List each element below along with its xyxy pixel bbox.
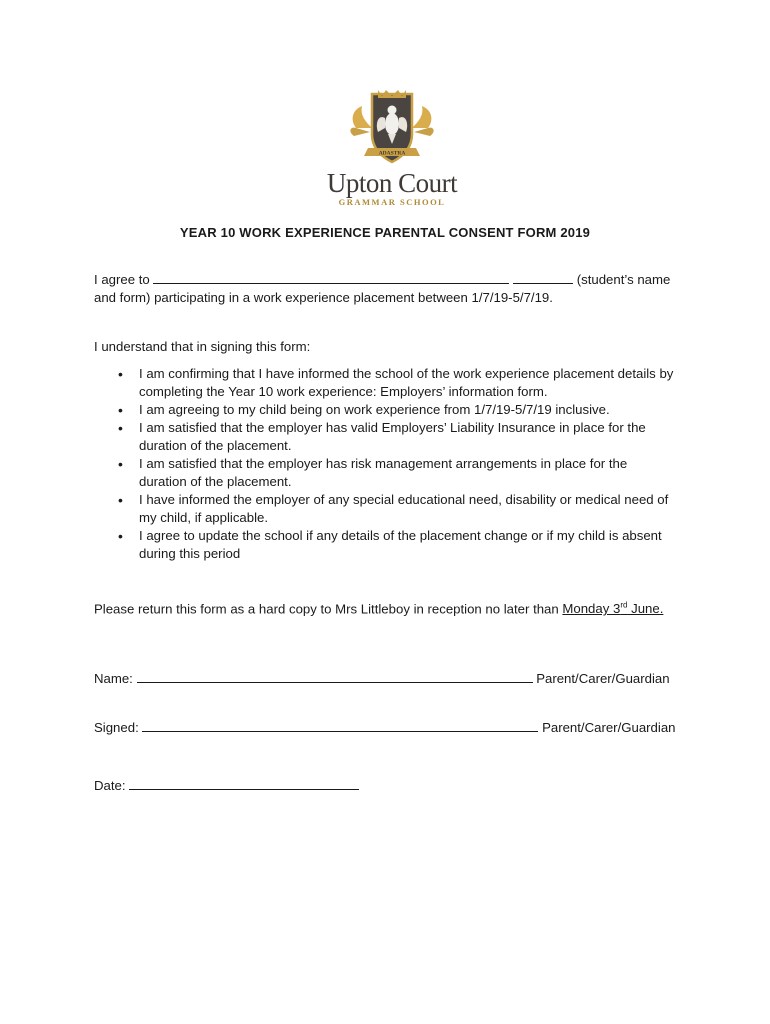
understand-intro: I understand that in signing this form: <box>94 339 311 354</box>
agree-line <box>94 271 670 289</box>
signed-row <box>94 719 676 737</box>
agree-prefix: I agree to <box>94 272 150 287</box>
name-field[interactable] <box>137 670 533 683</box>
list-item: • I am agreeing to my child being on work experience from 1/7/19-5/7/19 inclusive. <box>118 401 698 419</box>
list-item: • I am satisfied that the employer has risk management arrangements in place for the duration of the placement. <box>118 455 698 491</box>
school-logo <box>312 88 472 206</box>
list-item: • I am satisfied that the employer has valid Employers’ Liability Insurance in place for the duration of the placement. <box>118 419 698 455</box>
student-form-field[interactable] <box>513 271 573 284</box>
signature-field[interactable] <box>142 719 538 732</box>
list-item: • I am confirming that I have informed the school of the work experience placement details by completing the Year 10 work experience: Employers’ information form. <box>118 365 698 401</box>
return-text: Please return this form as a hard copy to Mrs Littleboy in reception no later than <box>94 601 559 617</box>
agree-line-2: and form) participating in a work experience placement between 1/7/19-5/7/19. <box>94 290 553 305</box>
name-role: Parent/Carer/Guardian <box>536 671 670 686</box>
name-label: Name: <box>94 671 133 686</box>
school-subtitle: GRAMMAR SCHOOL <box>338 197 446 207</box>
form-title: YEAR 10 WORK EXPERIENCE PARENTAL CONSENT FORM 2019 <box>179 225 591 240</box>
list-item: • I agree to update the school if any details of the placement change or if my child is absent during this period <box>118 527 698 563</box>
agree-suffix: (student’s name <box>576 272 671 287</box>
return-deadline: Monday 3rd June. <box>562 601 664 617</box>
signed-role: Parent/Carer/Guardian <box>542 720 676 735</box>
school-crest-icon <box>348 88 436 168</box>
date-field[interactable] <box>129 777 359 790</box>
date-row <box>94 777 359 795</box>
list-item: • I have informed the employer of any special educational need, disability or medical need of my child, if applicable. <box>118 491 698 527</box>
name-row <box>94 670 670 688</box>
return-instructions <box>94 597 663 618</box>
student-name-field[interactable] <box>153 271 509 284</box>
school-name: Upton Court <box>326 168 458 198</box>
signed-label: Signed: <box>94 720 139 735</box>
date-label: Date: <box>94 778 126 793</box>
conditions-list <box>118 365 698 563</box>
motto-text: ADASTRA <box>378 150 406 157</box>
